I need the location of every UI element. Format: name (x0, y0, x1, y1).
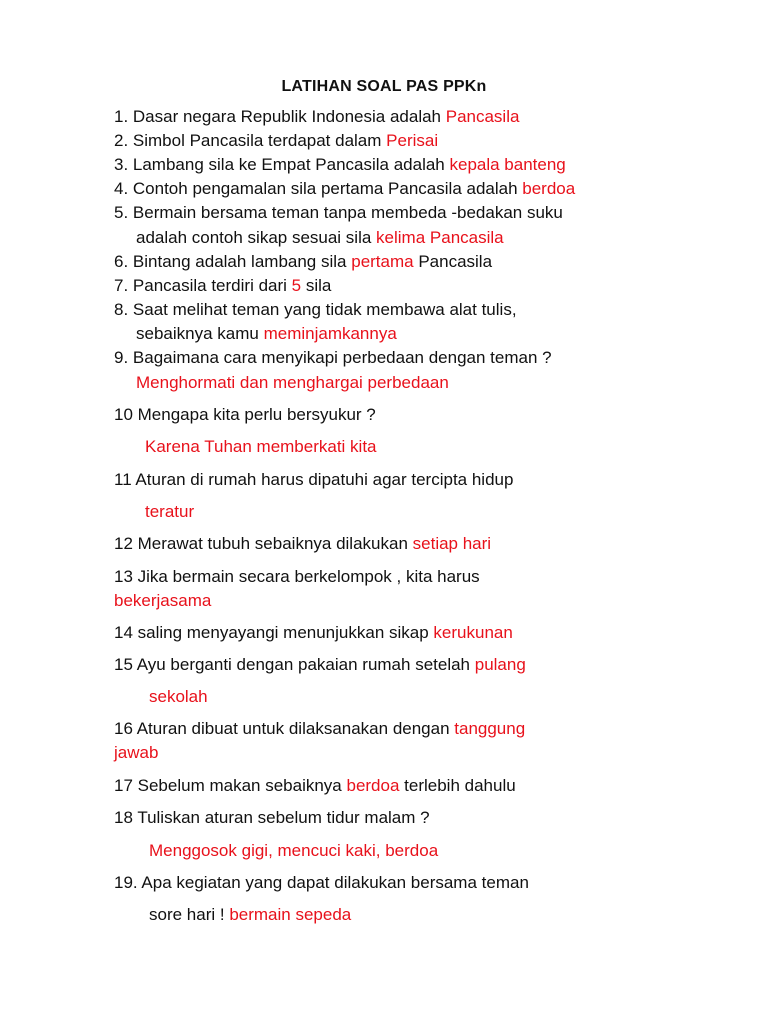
answer-text: 5 (291, 276, 302, 295)
question-text: 4. Contoh pengamalan sila pertama Pancasila adalah (114, 179, 523, 198)
question-text: 3. Lambang sila ke Empat Pancasila adalah (114, 155, 450, 174)
question-text: adalah contoh sikap sesuai sila (136, 228, 377, 247)
question-text: 8. Saat melihat teman yang tidak membawa alat tulis, (114, 300, 517, 319)
question-3 (114, 154, 566, 176)
question-14 (114, 622, 513, 644)
question-text: 18 Tuliskan aturan sebelum tidur malam ? (114, 808, 430, 827)
question-text-after: terlebih dahulu (399, 776, 516, 795)
question-text: 11 Aturan di rumah harus dipatuhi agar tercipta hidup (114, 470, 514, 489)
question-text-after: Pancasila (413, 252, 493, 271)
question-16 (114, 718, 525, 740)
question-13 (114, 566, 480, 588)
question-7 (114, 275, 331, 297)
question-2 (114, 130, 438, 152)
question-15 (114, 654, 526, 676)
answer-text: meminjamkannya (263, 324, 397, 343)
answer-text: berdoa (522, 179, 576, 198)
answer-text: kerukunan (433, 623, 513, 642)
answer-text: Perisai (386, 131, 439, 150)
question-9 (114, 347, 552, 369)
answer-text: pertama (351, 252, 414, 271)
question-text: 9. Bagaimana cara menyikapi perbedaan dengan teman ? (114, 348, 552, 367)
answer-text: pulang (474, 655, 526, 674)
question-text: 16 Aturan dibuat untuk dilaksanakan dengan (114, 719, 455, 738)
question-text: sebaiknya kamu (136, 324, 264, 343)
question-10 (114, 404, 376, 426)
question-8-line-2 (136, 323, 397, 345)
question-text: 12 Merawat tubuh sebaiknya dilakukan (114, 534, 413, 553)
answer-text: bermain sepeda (229, 905, 352, 924)
answer-text: setiap hari (412, 534, 492, 553)
question-text: sore hari ! (149, 905, 230, 924)
question-17 (114, 775, 516, 797)
document-title: LATIHAN SOAL PAS PPKn (281, 78, 487, 95)
answer-text: tanggung (454, 719, 526, 738)
answer-10: Karena Tuhan memberkati kita (145, 437, 377, 456)
question-text: 5. Bermain bersama teman tanpa membeda -bedakan suku (114, 203, 563, 222)
question-text: 15 Ayu berganti dengan pakaian rumah setelah (114, 655, 475, 674)
question-5-line-1 (114, 202, 563, 224)
question-12 (114, 533, 491, 555)
question-text: 14 saling menyayangi menunjukkan sikap (114, 623, 434, 642)
question-text: 6. Bintang adalah lambang sila (114, 252, 352, 271)
question-4 (114, 178, 575, 200)
answer-13: bekerjasama (114, 591, 212, 610)
question-19 (114, 872, 529, 894)
question-8-line-1 (114, 299, 517, 321)
question-18 (114, 807, 430, 829)
question-text: 1. Dasar negara Republik Indonesia adalah (114, 107, 446, 126)
question-text: 7. Pancasila terdiri dari (114, 276, 292, 295)
answer-9: Menghormati dan menghargai perbedaan (136, 373, 449, 392)
question-6 (114, 251, 492, 273)
question-11 (114, 469, 513, 491)
answer-18: Menggosok gigi, mencuci kaki, berdoa (149, 841, 439, 860)
answer-15-continued: sekolah (149, 687, 208, 706)
question-text: 19. Apa kegiatan yang dapat dilakukan bersama teman (114, 873, 529, 892)
question-text: 17 Sebelum makan sebaiknya (114, 776, 347, 795)
answer-text: kepala banteng (449, 155, 566, 174)
answer-16-continued: jawab (114, 743, 159, 762)
question-text-after: sila (301, 276, 332, 295)
question-text: 10 Mengapa kita perlu bersyukur ? (114, 405, 376, 424)
question-text: 13 Jika bermain secara berkelompok , kita harus (114, 567, 480, 586)
answer-text: kelima Pancasila (376, 228, 504, 247)
question-5-line-2 (136, 227, 504, 249)
answer-11: teratur (145, 502, 195, 521)
answer-text: Pancasila (445, 107, 520, 126)
question-text: 2. Simbol Pancasila terdapat dalam (114, 131, 387, 150)
question-1 (114, 106, 519, 128)
answer-text: berdoa (346, 776, 400, 795)
question-19-line-2 (149, 904, 351, 926)
